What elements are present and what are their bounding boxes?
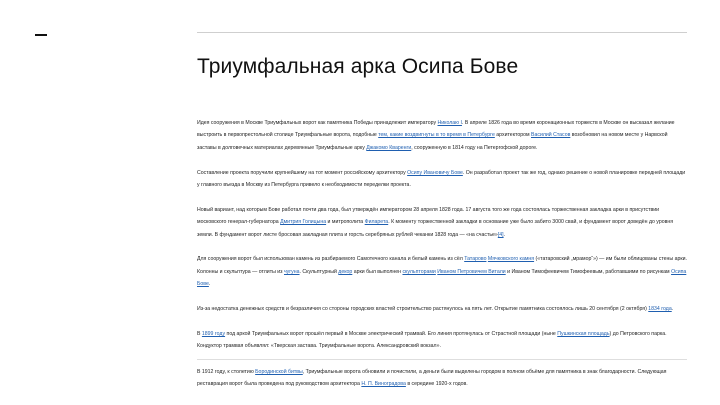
- paragraph-text: и Иваном Тимофеевичем Тимофеевым, работавшими по рисункам: [505, 268, 672, 275]
- paragraph-text: , сооруженную в 1814 году на Петергофской дороге.: [411, 144, 538, 151]
- article-link[interactable]: Осипу Ивановичу Бове: [407, 169, 463, 176]
- header-divider: [197, 32, 687, 33]
- article-paragraph: [197, 253, 687, 290]
- article-link[interactable]: Бородинской битвы: [255, 369, 303, 376]
- paragraph-text: , Триумфальные ворота обновили и почистили, а деньги были выделены городом в полном объёме для памятника в знак благодарности. Следующая реставрация ворот была проведена под руководством архитектора: [197, 369, 667, 388]
- section-divider: [197, 359, 687, 360]
- article-paragraph: [197, 204, 687, 241]
- paragraph-text: архитектором: [494, 132, 531, 139]
- paragraph-text: в середине 1920-х годов.: [405, 381, 468, 388]
- article-paragraph: [197, 328, 687, 353]
- paragraph-text: Идея сооружения в Москве Триумфальных ворот как памятника Победы принадлежит императору: [197, 120, 438, 126]
- article-link[interactable]: Н. П. Виноградова: [361, 381, 406, 388]
- paragraph-text: арки был выполнен: [352, 268, 403, 275]
- article-paragraph: [197, 117, 687, 154]
- paragraph-text: под аркой Триумфальных ворот прошёл первый в Москве электрический трамвай. Его линия протянулась от Страстной площади (ныне: [225, 330, 558, 337]
- article-link[interactable]: скульпторами: [402, 268, 436, 275]
- article-link[interactable]: Иваном Петровичем Витали: [437, 268, 506, 275]
- paragraph-text: .: [503, 231, 506, 238]
- article-link[interactable]: 1899 году: [201, 330, 226, 337]
- article-link[interactable]: Осипа Бове: [197, 268, 687, 288]
- paragraph-text: Для сооружения ворот был использован камень из разбираемого Самотечного канала и белый камень из сёл: [197, 256, 465, 263]
- article-link[interactable]: 1834 года: [648, 306, 672, 313]
- article-link[interactable]: Дмитрия Голицына: [280, 219, 327, 226]
- article-link[interactable]: чугуна: [283, 268, 300, 275]
- paragraph-text: . Скульптурный: [299, 268, 339, 275]
- paragraph-text: . Он разработал проект так же год, однако решение о новой планировке передней площади у главного въезда в Москву из Петербурга привело к необходимости переделки проекта.: [197, 169, 686, 189]
- article-link[interactable]: Василий Стасов: [531, 132, 571, 139]
- article-paragraph: [197, 366, 687, 391]
- paragraph-text: . К моменту торжественной закладки в основание уже было забито 3000 свай, и фундамент ворот доведён до уровня земли. В фундамент ворот листе бросовая закладная плита и горсть серебряных рублей чеканки 1828 года — «на счастье»: [197, 219, 674, 238]
- article-link[interactable]: декор: [338, 268, 353, 275]
- article-link[interactable]: Джакомо Кваренги: [366, 144, 412, 151]
- paragraph-text: Составление проекта поручили крупнейшему на тот момент российскому архитектору: [197, 169, 408, 176]
- paragraph-text: и митрополита: [326, 219, 365, 226]
- page-title: Триумфальная арка Осипа Бове: [197, 55, 519, 78]
- paragraph-text: В: [197, 330, 202, 337]
- paragraph-text: Новый вариант, над которым Бове работал почти два года, был утверждён императором 28 апреля 1828 года. 17 августа того же года состоялась торжественная закладка арки в присутствии московского генерал-губернатора: [197, 206, 660, 226]
- article-link[interactable]: Филарета: [364, 219, 389, 226]
- paragraph-text: возобновил на новом месте у Нарвской заставы в долговечных материалах деревянные Триумфальные арку: [197, 132, 668, 151]
- article-link[interactable]: Пушкинская площадь: [557, 330, 610, 337]
- paragraph-text: В 1912 году, к столетию: [197, 369, 256, 376]
- article-paragraph: [197, 167, 687, 192]
- paragraph-text: . В апреле 1826 года во время коронационных торжеств в Москве он высказал желание выстроить в первопрестольной столице Триумфальные ворота, подобные: [197, 120, 675, 139]
- menu-dash-icon[interactable]: [35, 34, 47, 36]
- paragraph-text: Из-за недостатка денежных средств и безразличия со стороны городских властей строительство растянулось на пять лет. Открытие памятника состоялось лишь 20 сентября (2 октября): [197, 306, 649, 313]
- paragraph-text: .: [208, 281, 211, 288]
- article-link[interactable]: тем, какие воздвигнуты в то время в Петербурге: [378, 132, 495, 139]
- article-link[interactable]: [4]: [497, 231, 504, 238]
- article-link[interactable]: Мячковского камня: [487, 256, 535, 263]
- article-link[interactable]: Николаю I: [437, 120, 462, 126]
- paragraph-text: («татаровский „мрамор“») — им были облицованы стены арки. Колонны и скульптура — отлиты из: [197, 256, 687, 275]
- article-body: [197, 117, 687, 403]
- paragraph-text: ) до Петровского парка. Кондуктор трамвая объявлял: «Тверская застава. Триумфальные ворота. Александровский вокзал».: [197, 330, 667, 350]
- article-link[interactable]: Татарово: [464, 256, 487, 263]
- article-paragraph: [197, 303, 687, 315]
- paragraph-text: .: [671, 306, 674, 313]
